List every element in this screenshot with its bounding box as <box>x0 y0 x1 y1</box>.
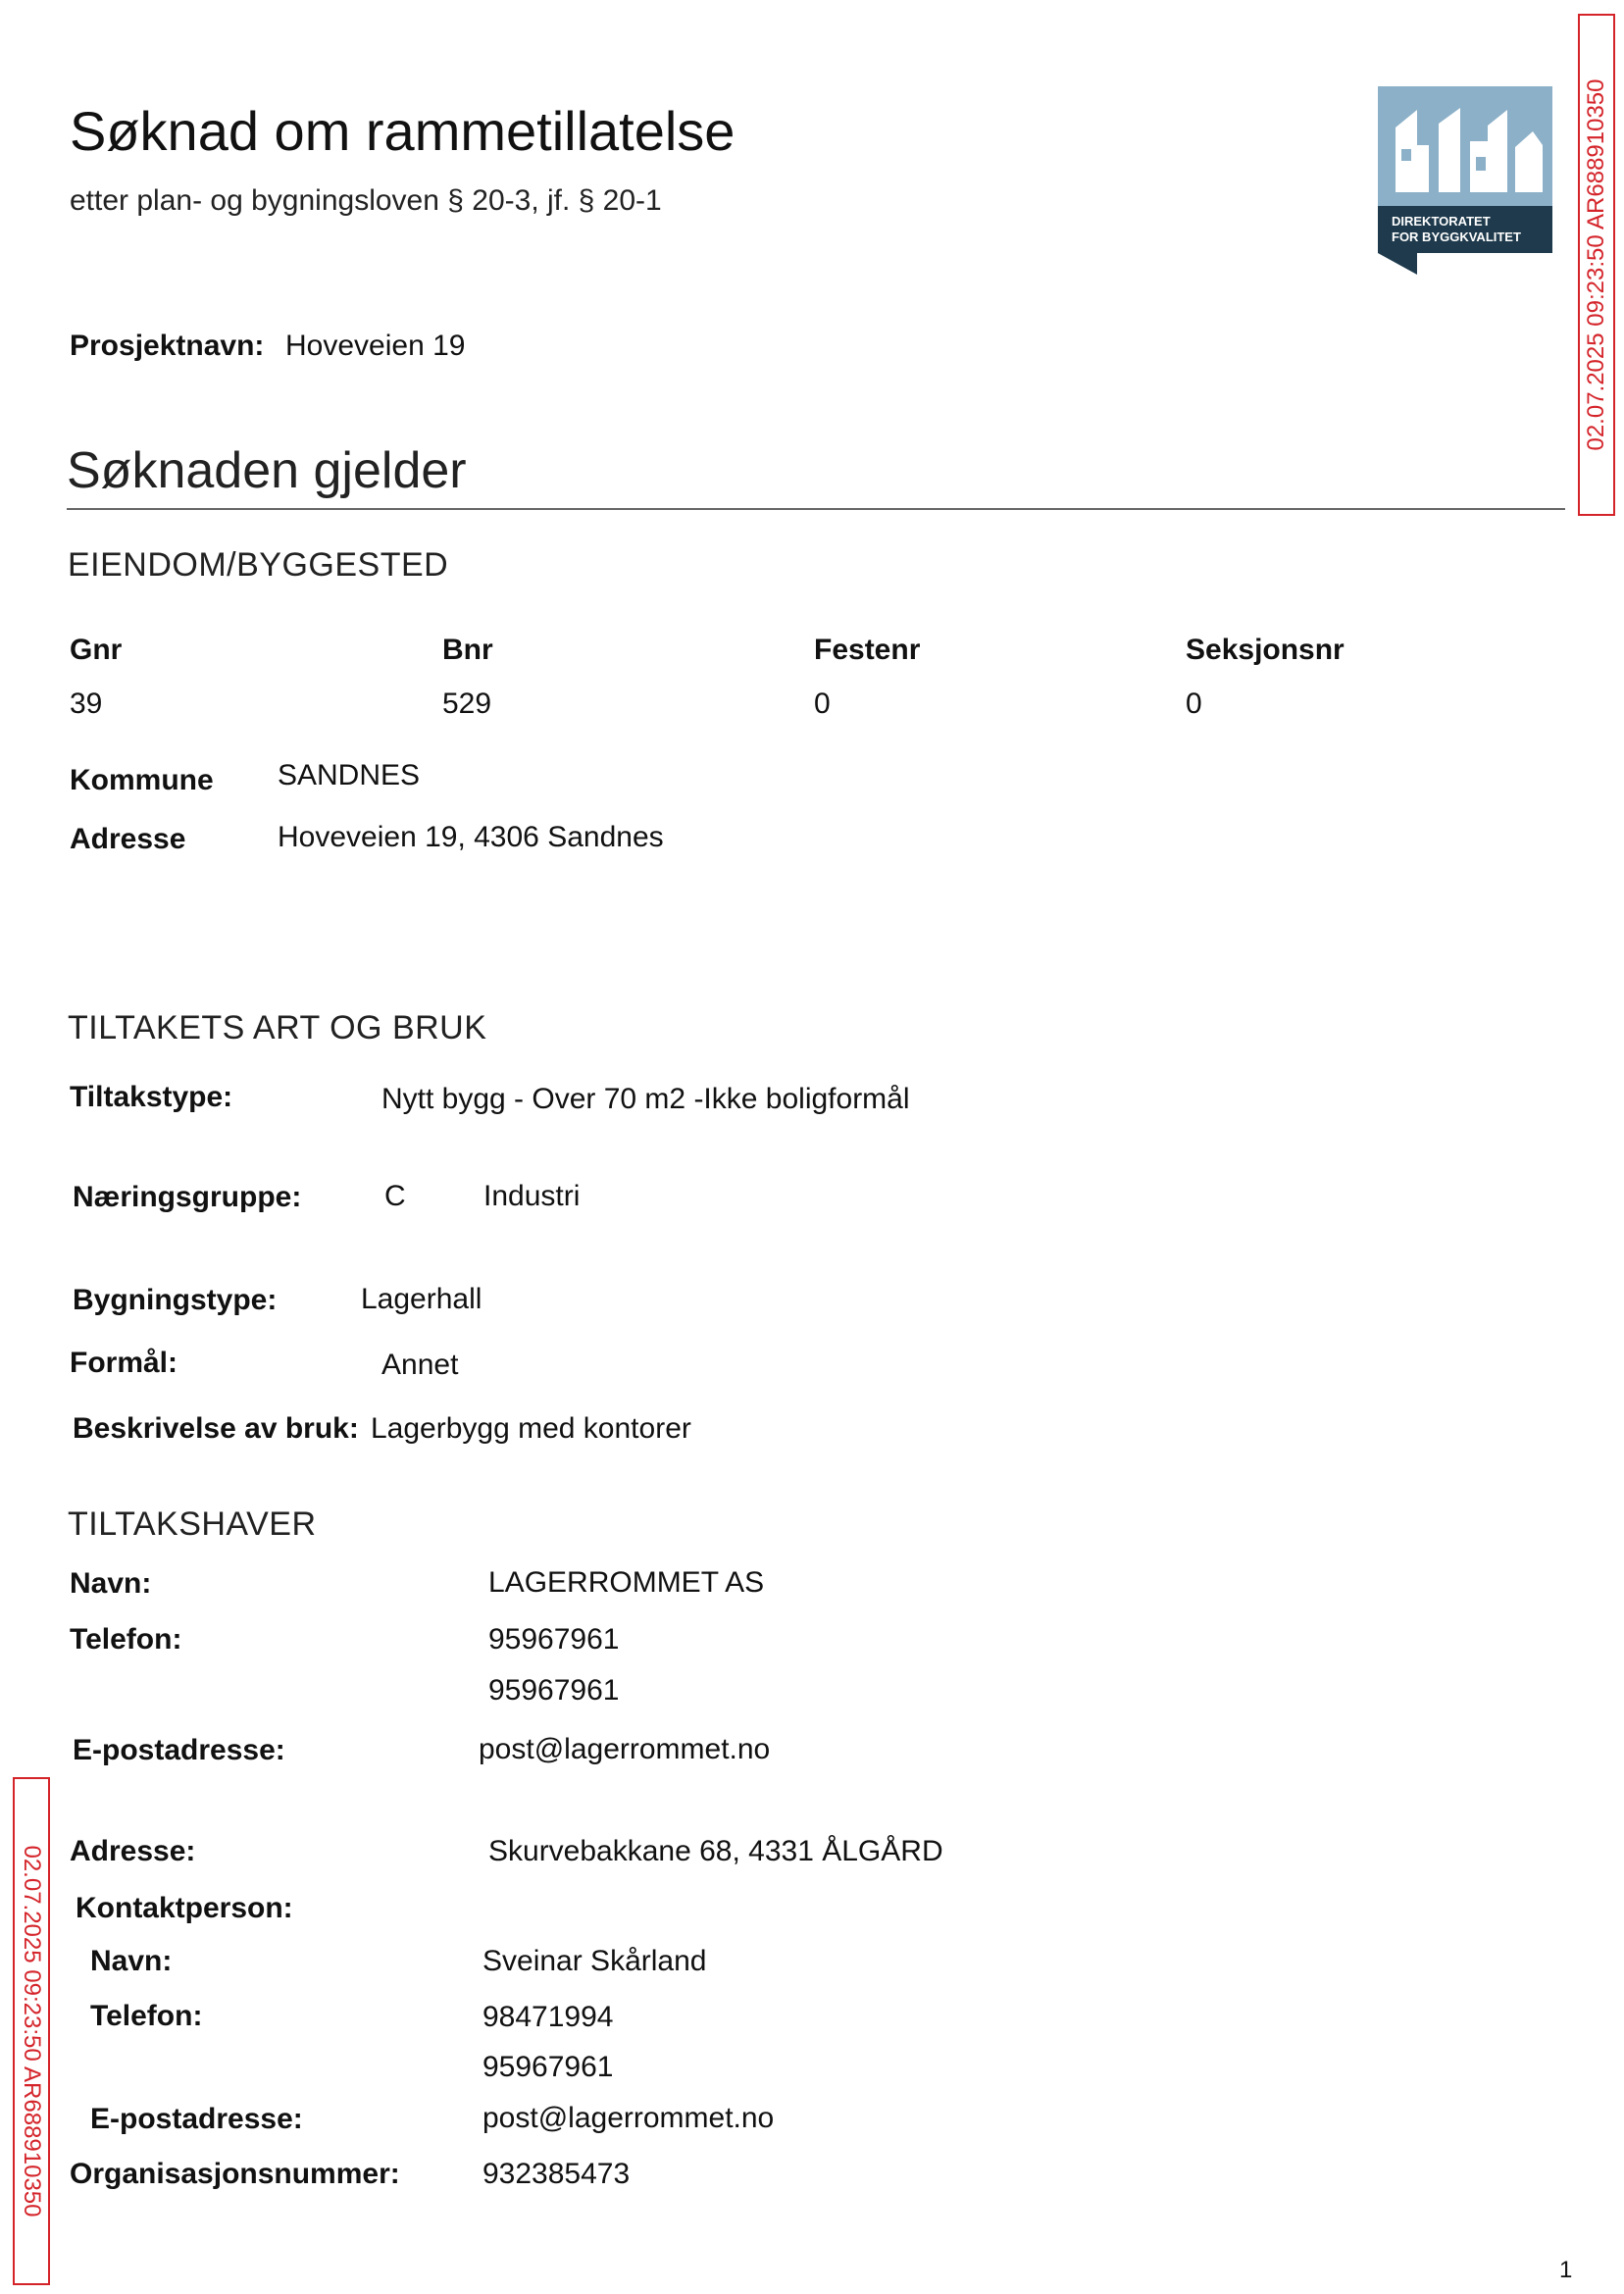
gnr-label: Gnr <box>70 634 123 666</box>
tiltakshaver-telefon1-value: 95967961 <box>488 1623 620 1656</box>
seksjonsnr-label: Seksjonsnr <box>1186 634 1345 666</box>
orgnr-value: 932385473 <box>482 2158 631 2190</box>
registration-stamp-right <box>1578 14 1615 516</box>
naeringsgruppe-value: Industri <box>483 1180 581 1212</box>
kontakt-epost-label: E-postadresse: <box>90 2103 303 2135</box>
orgnr-label: Organisasjonsnummer: <box>70 2158 400 2190</box>
kontaktperson-label: Kontaktperson: <box>76 1892 293 1924</box>
festenr-label: Festenr <box>814 634 921 666</box>
bnr-value: 529 <box>442 688 492 720</box>
kommune-label: Kommune <box>70 764 214 796</box>
kontakt-epost-value: post@lagerrommet.no <box>482 2102 775 2134</box>
tiltak-heading: TILTAKETS ART OG BRUK <box>68 1009 487 1046</box>
kontakt-telefon-label: Telefon: <box>90 2000 203 2032</box>
tiltakstype-label: Tiltakstype: <box>70 1081 233 1113</box>
adresse-label: Adresse <box>70 823 186 855</box>
bygningstype-label: Bygningstype: <box>73 1284 278 1316</box>
project-name-label: Prosjektnavn: <box>70 330 265 362</box>
bygningstype-value: Lagerhall <box>361 1283 482 1315</box>
kommune-value: SANDNES <box>278 759 421 791</box>
eiendom-heading: EIENDOM/BYGGESTED <box>68 546 449 584</box>
gnr-value: 39 <box>70 688 103 720</box>
section-divider <box>67 508 1565 510</box>
naeringsgruppe-code: C <box>384 1180 406 1212</box>
tiltakshaver-adresse-label: Adresse: <box>70 1835 196 1867</box>
logo-line1: DIREKTORATET <box>1392 214 1491 229</box>
festenr-value: 0 <box>814 688 831 720</box>
formal-label: Formål: <box>70 1347 178 1379</box>
tiltakshaver-navn-label: Navn: <box>70 1567 152 1600</box>
kontakt-telefon2-value: 95967961 <box>482 2051 614 2083</box>
bnr-label: Bnr <box>442 634 493 666</box>
tiltakshaver-telefon-label: Telefon: <box>70 1623 182 1656</box>
tiltakshaver-telefon2-value: 95967961 <box>488 1674 620 1707</box>
dibk-logo <box>1378 86 1552 275</box>
tiltakstype-value: Nytt bygg - Over 70 m2 -Ikke boligformål <box>381 1083 910 1115</box>
tiltakshaver-adresse-value: Skurvebakkane 68, 4331 ÅLGÅRD <box>488 1835 943 1867</box>
stamp-text-right: 02.07.2025 09:23:50 AR688910350 <box>1583 78 1609 451</box>
tiltakshaver-epost-label: E-postadresse: <box>73 1734 285 1766</box>
naeringsgruppe-label: Næringsgruppe: <box>73 1181 302 1213</box>
formal-value: Annet <box>381 1349 459 1381</box>
tiltakshaver-epost-value: post@lagerrommet.no <box>479 1733 771 1765</box>
document-subtitle: etter plan- og bygningsloven § 20-3, jf. § 20-1 <box>70 184 662 217</box>
stamp-text-left: 02.07.2025 09:23:50 AR688910350 <box>19 1845 45 2218</box>
tiltakshaver-heading: TILTAKSHAVER <box>68 1505 317 1543</box>
document-title: Søknad om rammetillatelse <box>70 100 736 162</box>
section-title: Søknaden gjelder <box>67 442 467 499</box>
project-name-value: Hoveveien 19 <box>285 330 466 362</box>
beskrivelse-value: Lagerbygg med kontorer <box>371 1412 691 1445</box>
seksjonsnr-value: 0 <box>1186 688 1202 720</box>
tiltakshaver-navn-value: LAGERROMMET AS <box>488 1566 765 1599</box>
logo-line2: FOR BYGGKVALITET <box>1392 229 1521 244</box>
kontakt-telefon1-value: 98471994 <box>482 2001 614 2033</box>
adresse-value: Hoveveien 19, 4306 Sandnes <box>278 821 664 853</box>
beskrivelse-label: Beskrivelse av bruk: <box>73 1412 359 1445</box>
kontakt-navn-value: Sveinar Skårland <box>482 1945 707 1977</box>
kontakt-navn-label: Navn: <box>90 1945 173 1977</box>
page-number: 1 <box>1559 2257 1573 2283</box>
registration-stamp-left <box>13 1777 50 2285</box>
